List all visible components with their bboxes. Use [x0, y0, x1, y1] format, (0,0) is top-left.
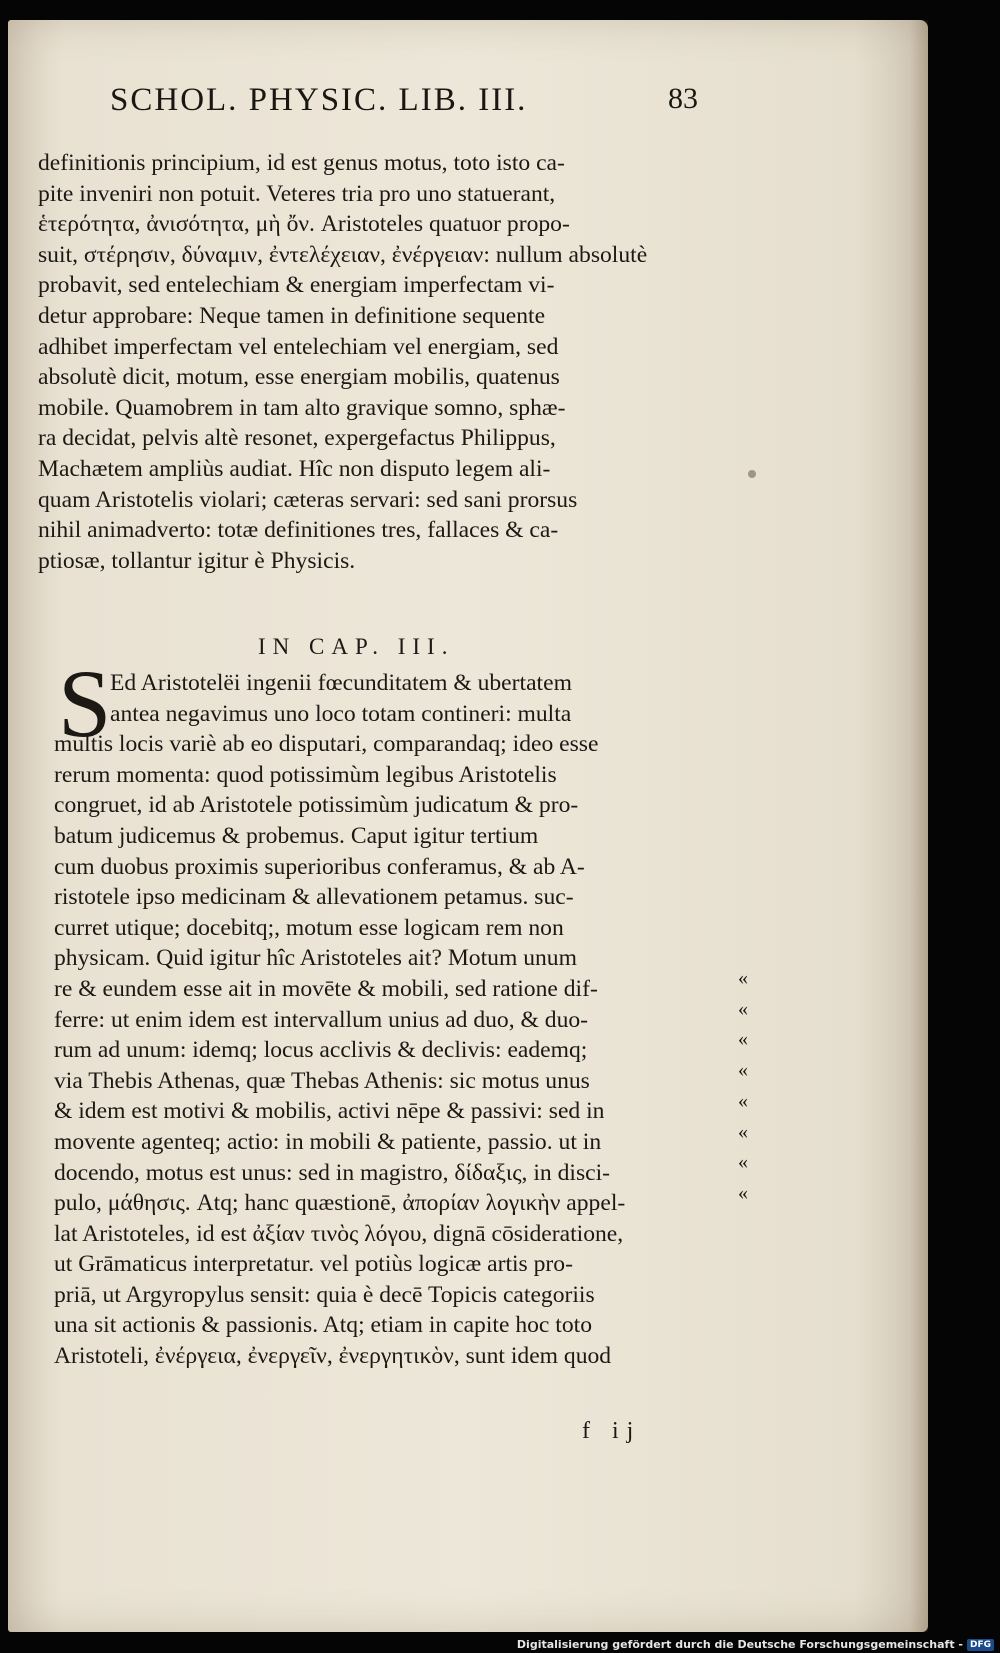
text-line: ut Grāmaticus interpretatur. vel potiùs logicæ artis pro- [54, 1251, 573, 1278]
quote-mark: « [738, 1028, 748, 1051]
text-line: lat Aristoteles, id est ἀξίαν τινὸς λόγου, dignā cōsideratione, [54, 1220, 624, 1247]
text-line: pulo, μάθησις. Atq; hanc quæstionē, ἀπορίαν λογικὴν appel- [54, 1190, 626, 1217]
dfg-logo-icon: DFG [967, 1639, 994, 1651]
section-heading: IN CAP. III. [258, 634, 455, 659]
digitization-footer [517, 1638, 994, 1651]
text-line: congruet, id ab Aristotele potissimùm judicatum & pro- [54, 792, 579, 819]
text-line: rerum momenta: quod potissimùm legibus Aristotelis [54, 761, 557, 788]
text-line: movente agenteq; actio: in mobili & patiente, passio. ut in [54, 1128, 602, 1155]
text-line: ferre: ut enim idem est intervallum unius ad duo, & duo- [54, 1006, 589, 1033]
top-paragraph [38, 148, 720, 576]
text-line: mobile. Quamobrem in tam alto gravique somno, sphæ- [38, 394, 566, 421]
text-line: nihil animadverto: totæ definitiones tres, fallaces & ca- [38, 517, 559, 544]
text-line: suit, στέρησιν, δύναμιν, ἐντελέχειαν, ἐνέργειαν: nullum absolutè [38, 241, 648, 268]
text-line: docendo, motus est unus: sed in magistro, δίδαξις, in disci- [54, 1159, 611, 1186]
text-line: absolutè dicit, motum, esse energiam mobilis, quatenus [38, 364, 560, 391]
signature-mark: f ij [582, 1418, 642, 1444]
quote-mark: « [738, 967, 748, 989]
quote-mark: « [738, 997, 748, 1020]
quote-mark: « [738, 1089, 748, 1112]
text-line: priā, ut Argyropylus sensit: quia è decē Topicis categoriis [54, 1281, 595, 1308]
footer-text: Digitalisierung gefördert durch die Deutsche Forschungsgemeinschaft - [516, 1638, 963, 1651]
text-line: ἑτερότητα, ἀνισότητα, μὴ ὄν. Aristoteles quatuor propo- [38, 211, 570, 238]
text-line: probavit, sed entelechiam & energiam imperfectam vi- [38, 272, 555, 299]
marginal-quote-marks [738, 963, 768, 1209]
quote-mark: « [738, 1151, 748, 1174]
text-line: adhibet imperfectam vel entelechiam vel energiam, sed [38, 333, 559, 360]
text-line: multis locis variè ab eo disputari, comparandaq; ideo esse [54, 731, 599, 758]
text-line: antea negavimus uno loco totam contineri: multa [110, 700, 572, 727]
quote-mark: « [738, 1059, 748, 1082]
drop-cap: S [58, 650, 112, 757]
text-line: ptiosæ, tollantur igitur è Physicis. [38, 547, 356, 574]
text-line: Ed Aristotelëi ingenii fœcunditatem & ubertatem [110, 670, 572, 696]
section-paragraph [54, 668, 734, 1372]
text-line: quam Aristotelis violari; cæteras servari: sed sani prorsus [38, 486, 578, 513]
text-line: physicam. Quid igitur hîc Aristoteles ait? Motum unum [54, 945, 577, 972]
quote-mark: « [738, 1120, 748, 1143]
page-number: 83 [668, 82, 698, 115]
paper-stain [748, 470, 756, 478]
text-line: batum judicemus & probemus. Caput igitur tertium [54, 822, 539, 849]
text-line: pite inveniri non potuit. Veteres tria pro uno statuerant, [38, 180, 556, 207]
text-line: curret utique; docebitq;, motum esse logicam rem non [54, 914, 564, 941]
text-line: via Thebis Athenas, quæ Thebas Athenis: sic motus unus [54, 1067, 590, 1094]
text-line: ristotele ipso medicinam & allevationem petamus. suc- [54, 884, 574, 911]
text-line: Aristoteli, ἐνέργεια, ἐνεργεῖν, ἐνεργητικὸν, sunt idem quod [54, 1343, 612, 1370]
running-head: SCHOL. PHYSIC. LIB. III. [110, 82, 528, 118]
text-line: cum duobus proximis superioribus conferamus, & ab A- [54, 853, 585, 880]
text-line: ra decidat, pelvis altè resonet, expergefactus Philippus, [38, 425, 556, 452]
text-line: Machætem ampliùs audiat. Hîc non disputo legem ali- [38, 455, 551, 482]
text-line: una sit actionis & passionis. Atq; etiam in capite hoc toto [54, 1312, 592, 1339]
text-line: detur approbare: Neque tamen in definitione sequente [38, 302, 546, 329]
text-line: & idem est motivi & mobilis, activi nēpe & passivi: sed in [54, 1098, 605, 1125]
text-line: definitionis principium, id est genus motus, toto isto ca- [38, 150, 565, 176]
text-line: re & eundem esse ait in movēte & mobili, sed ratione dif- [54, 975, 598, 1002]
text-line: rum ad unum: idemq; locus acclivis & declivis: eademq; [54, 1037, 588, 1064]
quote-mark: « [738, 1181, 748, 1204]
